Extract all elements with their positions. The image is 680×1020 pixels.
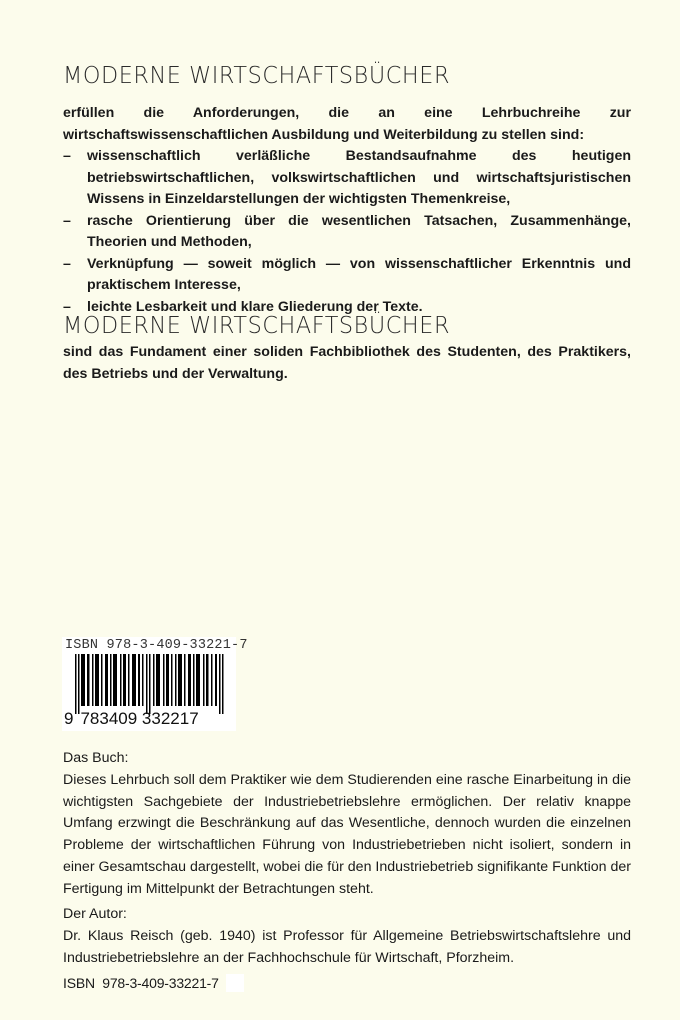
book-heading: Das Buch: bbox=[63, 750, 129, 766]
foundation-text: sind das Fundament einer soliden Fachbibliothek des Studenten, des Praktikers, des Betriebs und der Verwaltung. bbox=[63, 344, 631, 382]
book-description bbox=[63, 748, 631, 901]
series-title-2: MODERNE WIRTSCHAFTSBÜCHER bbox=[63, 313, 451, 339]
list-item bbox=[63, 146, 631, 211]
barcode-icon bbox=[75, 654, 225, 714]
author-description bbox=[63, 904, 631, 969]
footer-isbn: ISBN 978-3-409-33221-7 bbox=[63, 975, 219, 991]
list-item-text: Verknüpfung — soweit möglich — von wissenschaftlicher Erkenntnis und praktischem Interesse, bbox=[87, 255, 631, 293]
dash-bullet-icon: – bbox=[63, 298, 71, 315]
dash-bullet-icon: – bbox=[63, 148, 71, 164]
dash-bullet-icon: – bbox=[63, 255, 71, 272]
barcode-isbn-label: ISBN 978-3-409-33221-7 bbox=[65, 638, 248, 653]
isbn-barcode bbox=[62, 637, 248, 731]
blank-square bbox=[226, 974, 244, 992]
author-heading: Der Autor: bbox=[63, 906, 127, 922]
book-text: Dieses Lehrbuch soll dem Praktiker wie dem Studierenden eine rasche Einarbeitung in die wichtigsten Sachgebiete der Industriebetriebslehre ermöglichen. Der relativ knappe Umfang erzwingt die Beschränkung auf das Wesentliche, dennoch wurden die einzelnen Probleme der wirtschaftlichen Führung von Industriebetrieben nicht isoliert, sondern in einer Gesamtschau dargestellt, wobei die für den Industriebetrieb signifikante Funktion der Fertigung im Mittelpunkt der Betrachtungen steht. bbox=[63, 771, 631, 897]
barcode-number: 783409 332217 bbox=[80, 709, 199, 728]
barcode-lead-digit: 9 bbox=[64, 709, 74, 728]
author-text: Dr. Klaus Reisch (geb. 1940) ist Professor für Allgemeine Betriebswirtschaftslehre und Industriebetriebslehre an der Fachhochschule für Wirtschaft, Pforzheim. bbox=[63, 927, 631, 966]
list-item-text: rasche Orientierung über die wesentlichen Tatsachen, Zusammenhänge, Theorien und Methoden, bbox=[87, 212, 631, 250]
barcode-digits bbox=[64, 709, 199, 729]
list-item bbox=[63, 211, 631, 254]
series-intro: erfüllen die Anforderungen, die an eine Lehrbuchreihe zur wirtschaftswissenschaftlichen Ausbildung und Weiterbildung zu stellen sind: bbox=[63, 105, 631, 143]
series-foundation bbox=[63, 342, 631, 385]
list-item bbox=[63, 254, 631, 297]
series-description bbox=[63, 103, 631, 318]
dash-bullet-icon: – bbox=[63, 212, 71, 229]
list-item-text: wissenschaftlich verläßliche Bestandsaufnahme des heutigen betriebswirtschaftlichen, volkswirtschaftlichen und wirtschaftsjuristischen Wissens in Einzeldarstellungen der wichtigsten Themenkreise, bbox=[87, 148, 631, 207]
list-item-text: leichte Lesbarkeit und klare Gliederung der Texte. bbox=[87, 298, 423, 315]
feature-list bbox=[63, 146, 631, 318]
series-title-1: MODERNE WIRTSCHAFTSBÜCHER bbox=[63, 63, 451, 89]
